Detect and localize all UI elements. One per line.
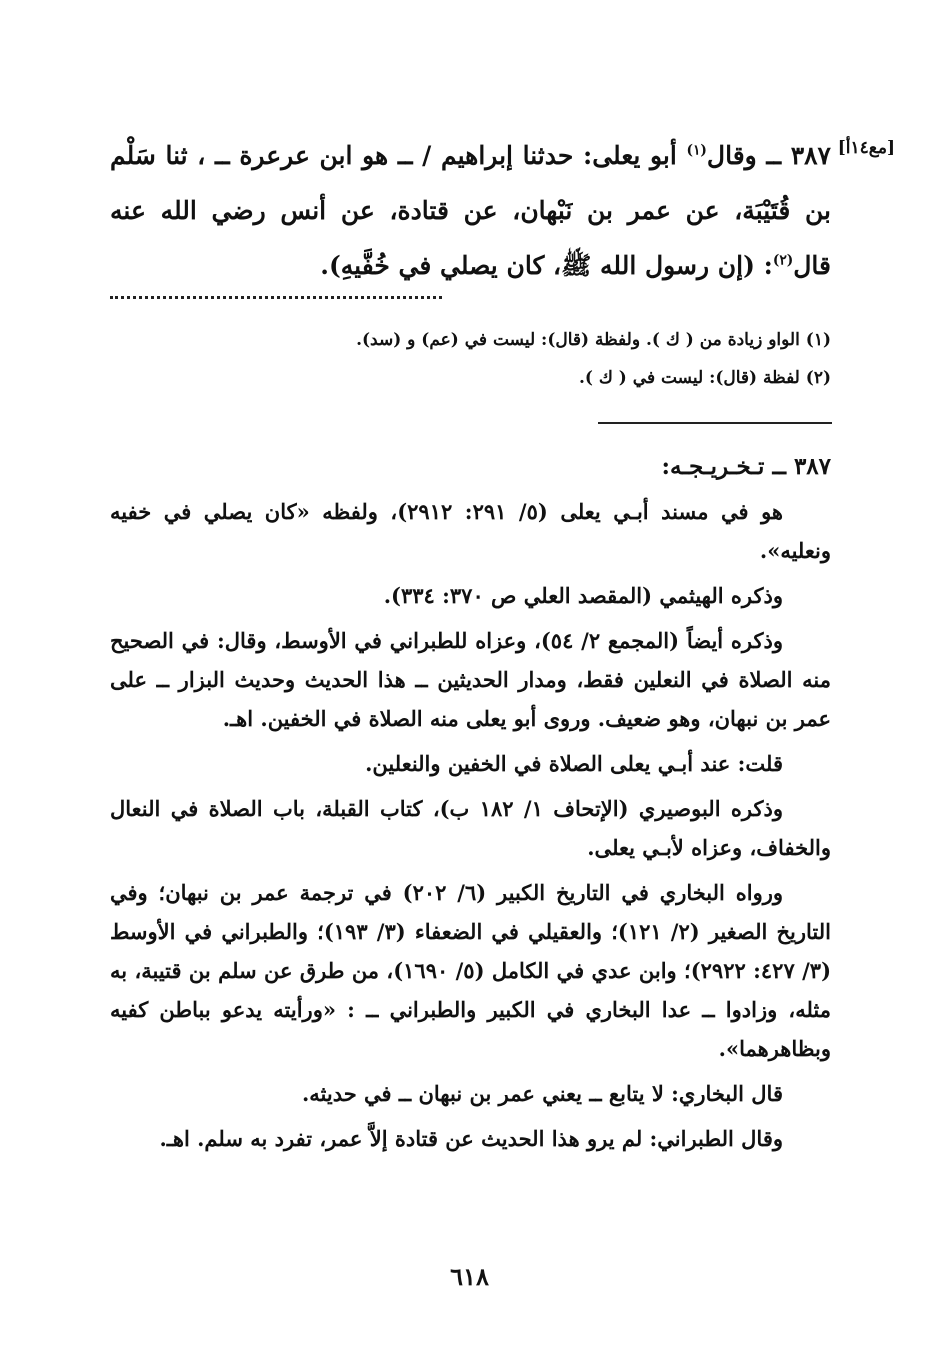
takhrij-paragraph: قال البخاري: لا يتابع ــ يعني عمر بن نبهان ــ في حديثه.: [301, 1081, 783, 1106]
takhrij-paragraph: وذكره أيضاً (المجمع ٢/ ٥٤)، وعزاه للطبراني في الأوسط، وقال: في الصحيح منه الصلاة في النعلين فقط، ومدار الحديثين ــ هذا الحديث وحديث البزار ــ على عمر بن نبهان، وهو ضعيف. وروى أبو يعلى منه الصلاة في الخفين. اهـ.: [110, 628, 831, 731]
page-number: ٦١٨: [450, 1262, 489, 1291]
footnote-separator: [110, 296, 442, 305]
hadith-body-1: أبو يعلى: حدثنا إبراهيم / ــ هو ابن عرعرة ــ ، ثنا سَلْم بن قُتَيْبَة، عن عمر بن نَبْهان، عن قتادة، عن أنس رضي الله عنه قال: [110, 141, 831, 280]
footnote-2: (٢) لفظة (قال): ليست في ( ك ).: [579, 368, 831, 388]
footnote-marker-2: (٢): [772, 252, 794, 269]
takhrij-paragraph: هو في مسند أبـي يعلى (٥/ ٢٩١: ٢٩١٢)، ولفظه «كان يصلي في خفيه ونعليه».: [110, 499, 831, 563]
hadith-text: [110, 128, 831, 293]
footnote-marker-1: (١): [686, 142, 707, 159]
hadith-number: ٣٨٧ ــ وقال: [706, 141, 831, 170]
takhrij-paragraph: قلت: عند أبـي يعلى الصلاة في الخفين والنعلين.: [365, 751, 783, 776]
footnote-1: (١) الواو زيادة من ( ك ). ولفظة (قال): ليست في (عم) و (سد).: [356, 330, 831, 350]
takhrij-paragraph: ورواه البخاري في التاريخ الكبير (٦/ ٢٠٢) في ترجمة عمر بن نبهان؛ وفي التاريخ الصغير (٢/ ١٢١)؛ والعقيلي في الضعفاء (٣/ ١٩٣)؛ والطبراني في الأوسط (٣/ ٤٢٧: ٢٩٢٢)؛ وابن عدي في الكامل (٥/ ١٦٩٠)، من طرق عن سلم بن قتيبة، به مثله، وزادوا ــ عدا البخاري في الكبير والطبراني ــ : «ورأيته يدعو بباطن كفيه وبظاهرهما».: [110, 880, 832, 1061]
takhrij-paragraph: وذكره البوصيري (الإتحاف ١/ ١٨٢ ب)، كتاب القبلة، باب الصلاة في النعال والخفاف، وعزاه لأبـي يعلى.: [110, 796, 831, 860]
takhrij-paragraph: وقال الطبراني: لم يرو هذا الحديث عن قتادة إلاَّ عمر، تفرد به سلم. اهـ.: [159, 1126, 783, 1151]
section-rule: [598, 422, 832, 424]
hadith-body-2: : (إن رسول الله ﷺ، كان يصلي في خُفَّيهِ).: [320, 251, 773, 280]
margin-reference: [مع١٤أ]: [837, 138, 895, 158]
takhrij-paragraph: وذكره الهيثمي (المقصد العلي ص ٣٧٠: ٣٣٤).: [383, 583, 783, 608]
takhrij-heading: ٣٨٧ ــ تـخـريـجـه:: [661, 453, 831, 480]
takhrij-body: [110, 492, 831, 1164]
